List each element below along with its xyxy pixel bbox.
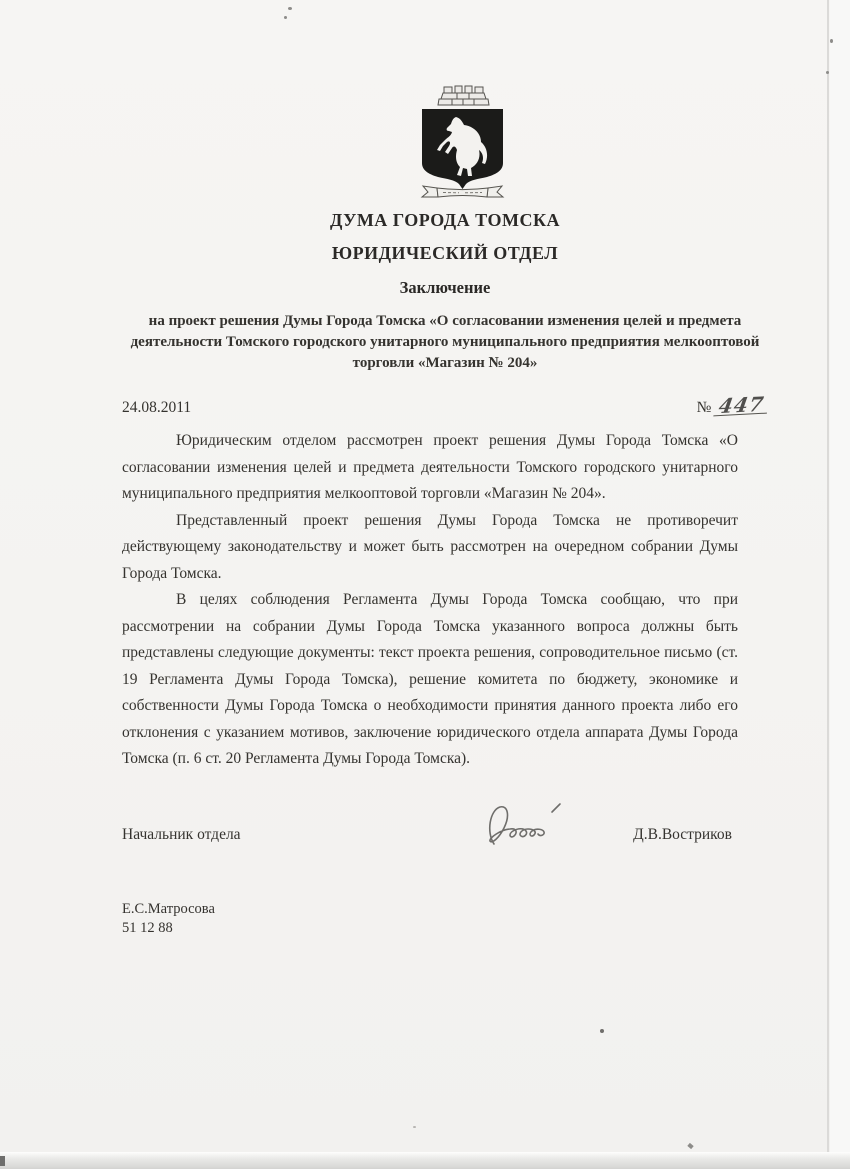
scan-edge-bottom	[0, 1152, 850, 1169]
body-paragraph: Юридическим отделом рассмотрен проект решения Думы Города Томска «О согласовании изменения целей и предмета деятельности Томского городского унитарного муниципального предприятия мелкооптовой торговли «Магазин № 204».	[122, 432, 738, 502]
signature-row	[122, 814, 738, 854]
scan-corner-mark	[0, 1156, 5, 1166]
scan-speck	[288, 7, 292, 10]
executor-phone: 51 12 88	[122, 919, 173, 936]
tomsk-coat-of-arms-icon	[407, 84, 519, 198]
signatory-position: Начальник отдела	[122, 825, 241, 843]
executor-name: Е.С.Матросова	[122, 900, 215, 917]
handwritten-number: 447	[714, 396, 770, 417]
scan-edge-right-line	[827, 0, 829, 1153]
meta-row	[122, 391, 767, 419]
scan-speck	[413, 1126, 416, 1128]
document-number	[696, 391, 768, 419]
signatory-name: Д.В.Востриков	[633, 825, 732, 843]
scan-speck	[687, 1143, 693, 1149]
scan-edge-right-strip	[830, 0, 850, 1153]
scan-speck	[284, 16, 287, 19]
document-type-title: Заключение	[399, 278, 491, 297]
body-paragraph: Представленный проект решения Думы Города Томска не противоречит действующему законодательству и может быть рассмотрен на очередном собрании Думы Города Томска.	[122, 511, 738, 582]
signature-scribble-icon	[480, 796, 590, 854]
scan-dot	[600, 1029, 604, 1033]
department-name: ЮРИДИЧЕСКИЙ ОТДЕЛ	[331, 243, 559, 263]
document-body	[122, 428, 738, 773]
org-name: ДУМА ГОРОДА ТОМСКА	[330, 210, 560, 230]
document-subject: на проект решения Думы Города Томска «О согласовании изменения целей и предмета деятельности Томского городского унитарного муниципального предприятия мелкооптовой торговли «Магазин № 204»	[130, 313, 760, 371]
body-paragraph: В целях соблюдения Регламента Думы Города Томска сообщаю, что при рассмотрении на собрании Думы Города Томска указанного вопроса должны быть представлены следующие документы: текст проекта решения, сопроводительное письмо (ст. 19 Регламента Думы Города Томска), решение комитета по бюджету, экономике и собственности Думы Города Томска о необходимости принятия данного проекта либо его отклонения с указанием мотивов, заключение юридического отдела аппарата Думы Города Томска (п. 6 ст. 20 Регламента Думы Города Томска).	[122, 591, 738, 767]
crown-icon	[438, 86, 489, 105]
number-sign: №	[696, 399, 712, 416]
scan-speck	[830, 39, 833, 43]
scan-speck	[826, 71, 829, 74]
executor-block	[122, 900, 738, 938]
emblem-area	[0, 0, 850, 203]
document-date: 24.08.2011	[122, 399, 192, 416]
